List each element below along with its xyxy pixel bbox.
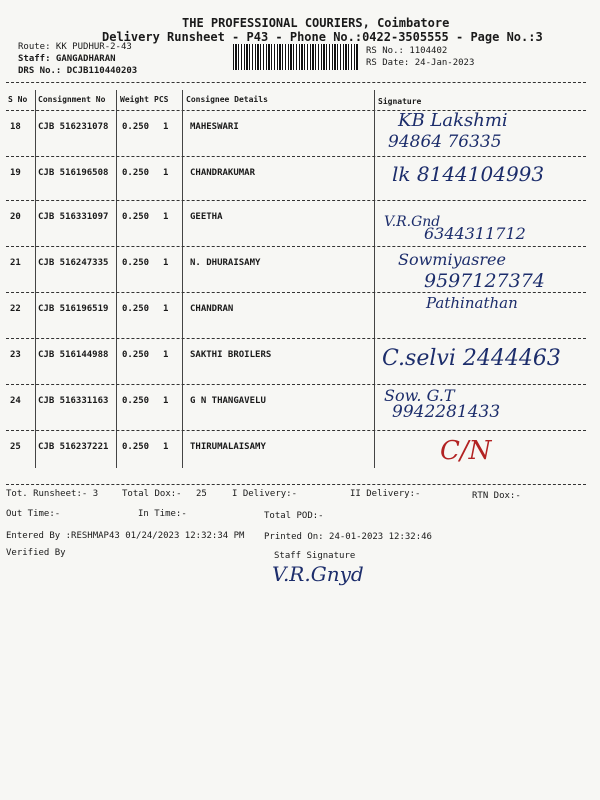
tot-runsheet: Tot. Runsheet:- 3 [6, 489, 99, 499]
rs-date: RS Date: 24-Jan-2023 [366, 58, 475, 68]
row-pcs: 1 [163, 350, 169, 360]
row-consignee: MAHESWARI [190, 122, 239, 132]
i-delivery: I Delivery:- [232, 489, 298, 499]
row-signature-handwriting: Sowmiyasree [398, 250, 506, 269]
row-consignment-no: CJB 516331097 [38, 212, 109, 222]
row-weight: 0.250 [122, 350, 150, 360]
row-divider [6, 156, 586, 157]
col-header-pcs: PCS [154, 95, 169, 104]
row-consignment-no: CJB 516231078 [38, 122, 109, 132]
row-pcs: 1 [163, 258, 169, 268]
rs-number: RS No.: 1104402 [366, 46, 448, 56]
row-sno: 24 [10, 396, 21, 406]
row-divider [6, 246, 586, 247]
row-sno: 19 [10, 168, 21, 178]
row-weight: 0.250 [122, 168, 150, 178]
row-pcs: 1 [163, 396, 169, 406]
printed-on: Printed On: 24-01-2023 12:32:46 [264, 532, 432, 542]
row-consignee: THIRUMALAISAMY [190, 442, 266, 452]
row-signature-handwriting: Sow. G.T [384, 386, 455, 405]
row-signature-handwriting: lk 8144104993 [392, 162, 545, 186]
total-pod: Total POD:- [264, 511, 324, 521]
row-consignment-no: CJB 516247335 [38, 258, 109, 268]
in-time: In Time:- [138, 509, 187, 519]
row-signature-handwriting: C/N [440, 436, 492, 466]
staff-label: Staff: GANGADHARAN [18, 54, 116, 64]
row-divider [6, 430, 586, 431]
staff-signature-label: Staff Signature [274, 551, 356, 561]
col-divider [182, 90, 183, 468]
row-signature-handwriting: Pathinathan [426, 294, 518, 312]
row-pcs: 1 [163, 212, 169, 222]
row-consignee: N. DHURAISAMY [190, 258, 261, 268]
row-weight: 0.250 [122, 212, 150, 222]
row-sno: 18 [10, 122, 21, 132]
total-dox-value: 25 [196, 489, 207, 499]
drs-label: DRS No.: DCJB110440203 [18, 66, 138, 76]
row-signature-handwriting: V.R.Gnd [384, 214, 441, 230]
row-sno: 23 [10, 350, 21, 360]
total-dox-label: Total Dox:- [122, 489, 182, 499]
row-divider [6, 200, 586, 201]
col-header-sno: S No [8, 95, 28, 104]
row-sno: 20 [10, 212, 21, 222]
barcode [233, 44, 358, 70]
col-divider [116, 90, 117, 468]
entered-by: Entered By :RESHMAP43 01/24/2023 12:32:34 PM [6, 531, 245, 541]
col-divider [374, 90, 375, 468]
verified-by: Verified By [6, 548, 66, 558]
document-title: THE PROFESSIONAL COURIERS, Coimbatore [182, 16, 450, 30]
row-consignee: CHANDRAKUMAR [190, 168, 256, 178]
row-sno: 21 [10, 258, 21, 268]
row-phone-handwriting: 9597127374 [424, 270, 545, 292]
row-pcs: 1 [163, 304, 169, 314]
document-subtitle: Delivery Runsheet - P43 - Phone No.:0422-3505555 - Page No.:3 [102, 30, 543, 44]
row-consignee: CHANDRAN [190, 304, 234, 314]
table-top-rule [6, 82, 586, 83]
col-header-consignment: Consignment No [38, 95, 106, 104]
row-sno: 22 [10, 304, 21, 314]
row-phone-handwriting: 6344311712 [424, 224, 526, 243]
row-consignee: G N THANGAVELU [190, 396, 266, 406]
ii-delivery: II Delivery:- [350, 489, 421, 499]
row-consignee: GEETHA [190, 212, 223, 222]
col-divider [35, 90, 36, 468]
row-consignee: SAKTHI BROILERS [190, 350, 272, 360]
row-pcs: 1 [163, 122, 169, 132]
row-signature-handwriting: C.selvi 2444463 [382, 346, 561, 371]
row-weight: 0.250 [122, 396, 150, 406]
row-divider [6, 292, 586, 293]
row-pcs: 1 [163, 168, 169, 178]
col-header-signature: Signature [378, 97, 422, 106]
row-consignment-no: CJB 516196519 [38, 304, 109, 314]
rtn-dox: RTN Dox:- [472, 491, 521, 501]
row-weight: 0.250 [122, 304, 150, 314]
row-pcs: 1 [163, 442, 169, 452]
row-consignment-no: CJB 516237221 [38, 442, 109, 452]
row-weight: 0.250 [122, 122, 150, 132]
row-phone-handwriting: 9942281433 [392, 402, 501, 422]
row-divider [6, 384, 586, 385]
footer-rule [6, 484, 586, 485]
row-weight: 0.250 [122, 442, 150, 452]
row-consignment-no: CJB 516196508 [38, 168, 109, 178]
col-header-consignee: Consignee Details [186, 95, 268, 104]
row-consignment-no: CJB 516331163 [38, 396, 109, 406]
row-consignment-no: CJB 516144988 [38, 350, 109, 360]
row-phone-handwriting: 94864 76335 [388, 132, 502, 152]
route-label: Route: KK PUDHUR-2-43 [18, 42, 132, 52]
row-weight: 0.250 [122, 258, 150, 268]
row-divider [6, 338, 586, 339]
col-header-weight: Weight [120, 95, 149, 104]
row-signature-handwriting: KB Lakshmi [398, 110, 508, 131]
row-sno: 25 [10, 442, 21, 452]
staff-signature-handwriting: V.R.Gnyd [272, 562, 364, 586]
out-time: Out Time:- [6, 509, 61, 519]
